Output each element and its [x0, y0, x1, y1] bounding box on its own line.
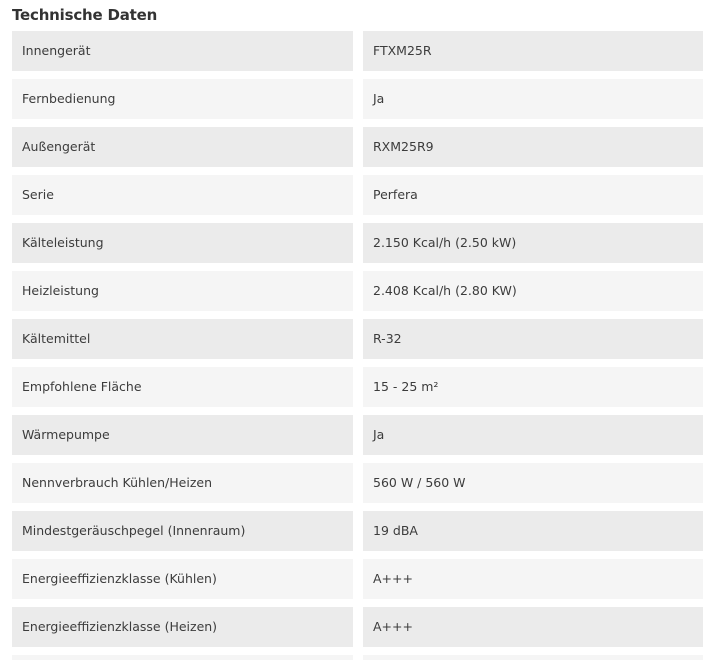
spec-label: Fernbedienung	[12, 79, 353, 119]
spec-row-kaeltemittel	[12, 319, 703, 359]
spec-value: Ja	[363, 415, 703, 455]
spec-value: 2.408 Kcal/h (2.80 KW)	[363, 271, 703, 311]
spec-value: 560 W / 560 W	[363, 463, 703, 503]
spec-label: Nennverbrauch Kühlen/Heizen	[12, 463, 353, 503]
spec-value: Ja	[363, 79, 703, 119]
spec-label: Empfohlene Fläche	[12, 367, 353, 407]
spec-table	[12, 31, 703, 655]
spec-label: Energieeffizienzklasse (Heizen)	[12, 607, 353, 647]
spec-label: Mindestgeräuschpegel (Innenraum)	[12, 511, 353, 551]
next-row-value-edge	[363, 655, 703, 660]
spec-value: R-32	[363, 319, 703, 359]
spec-row-serie	[12, 175, 703, 215]
spec-row-aussengeraet	[12, 127, 703, 167]
spec-label: Heizleistung	[12, 271, 353, 311]
spec-row-kaelteleistung	[12, 223, 703, 263]
spec-value: 15 - 25 m²	[363, 367, 703, 407]
spec-label: Wärmepumpe	[12, 415, 353, 455]
next-row-edge	[12, 655, 703, 660]
spec-label: Innengerät	[12, 31, 353, 71]
spec-value: A+++	[363, 607, 703, 647]
spec-row-energieeffizienz-heizen	[12, 607, 703, 647]
spec-value: RXM25R9	[363, 127, 703, 167]
next-row-label-edge	[12, 655, 353, 660]
page-title: Technische Daten	[12, 6, 158, 24]
spec-row-nennverbrauch	[12, 463, 703, 503]
spec-value: FTXM25R	[363, 31, 703, 71]
spec-label: Kälteleistung	[12, 223, 353, 263]
spec-row-waermepumpe	[12, 415, 703, 455]
spec-row-fernbedienung	[12, 79, 703, 119]
spec-row-innengeraet	[12, 31, 703, 71]
spec-label: Energieeffizienzklasse (Kühlen)	[12, 559, 353, 599]
spec-value: Perfera	[363, 175, 703, 215]
spec-row-energieeffizienz-kuehlen	[12, 559, 703, 599]
spec-row-empfohlene-flaeche	[12, 367, 703, 407]
spec-label: Serie	[12, 175, 353, 215]
spec-row-heizleistung	[12, 271, 703, 311]
spec-value: 19 dBA	[363, 511, 703, 551]
spec-row-mindestgeraeuschpegel	[12, 511, 703, 551]
spec-label: Außengerät	[12, 127, 353, 167]
spec-value: A+++	[363, 559, 703, 599]
spec-label: Kältemittel	[12, 319, 353, 359]
spec-value: 2.150 Kcal/h (2.50 kW)	[363, 223, 703, 263]
